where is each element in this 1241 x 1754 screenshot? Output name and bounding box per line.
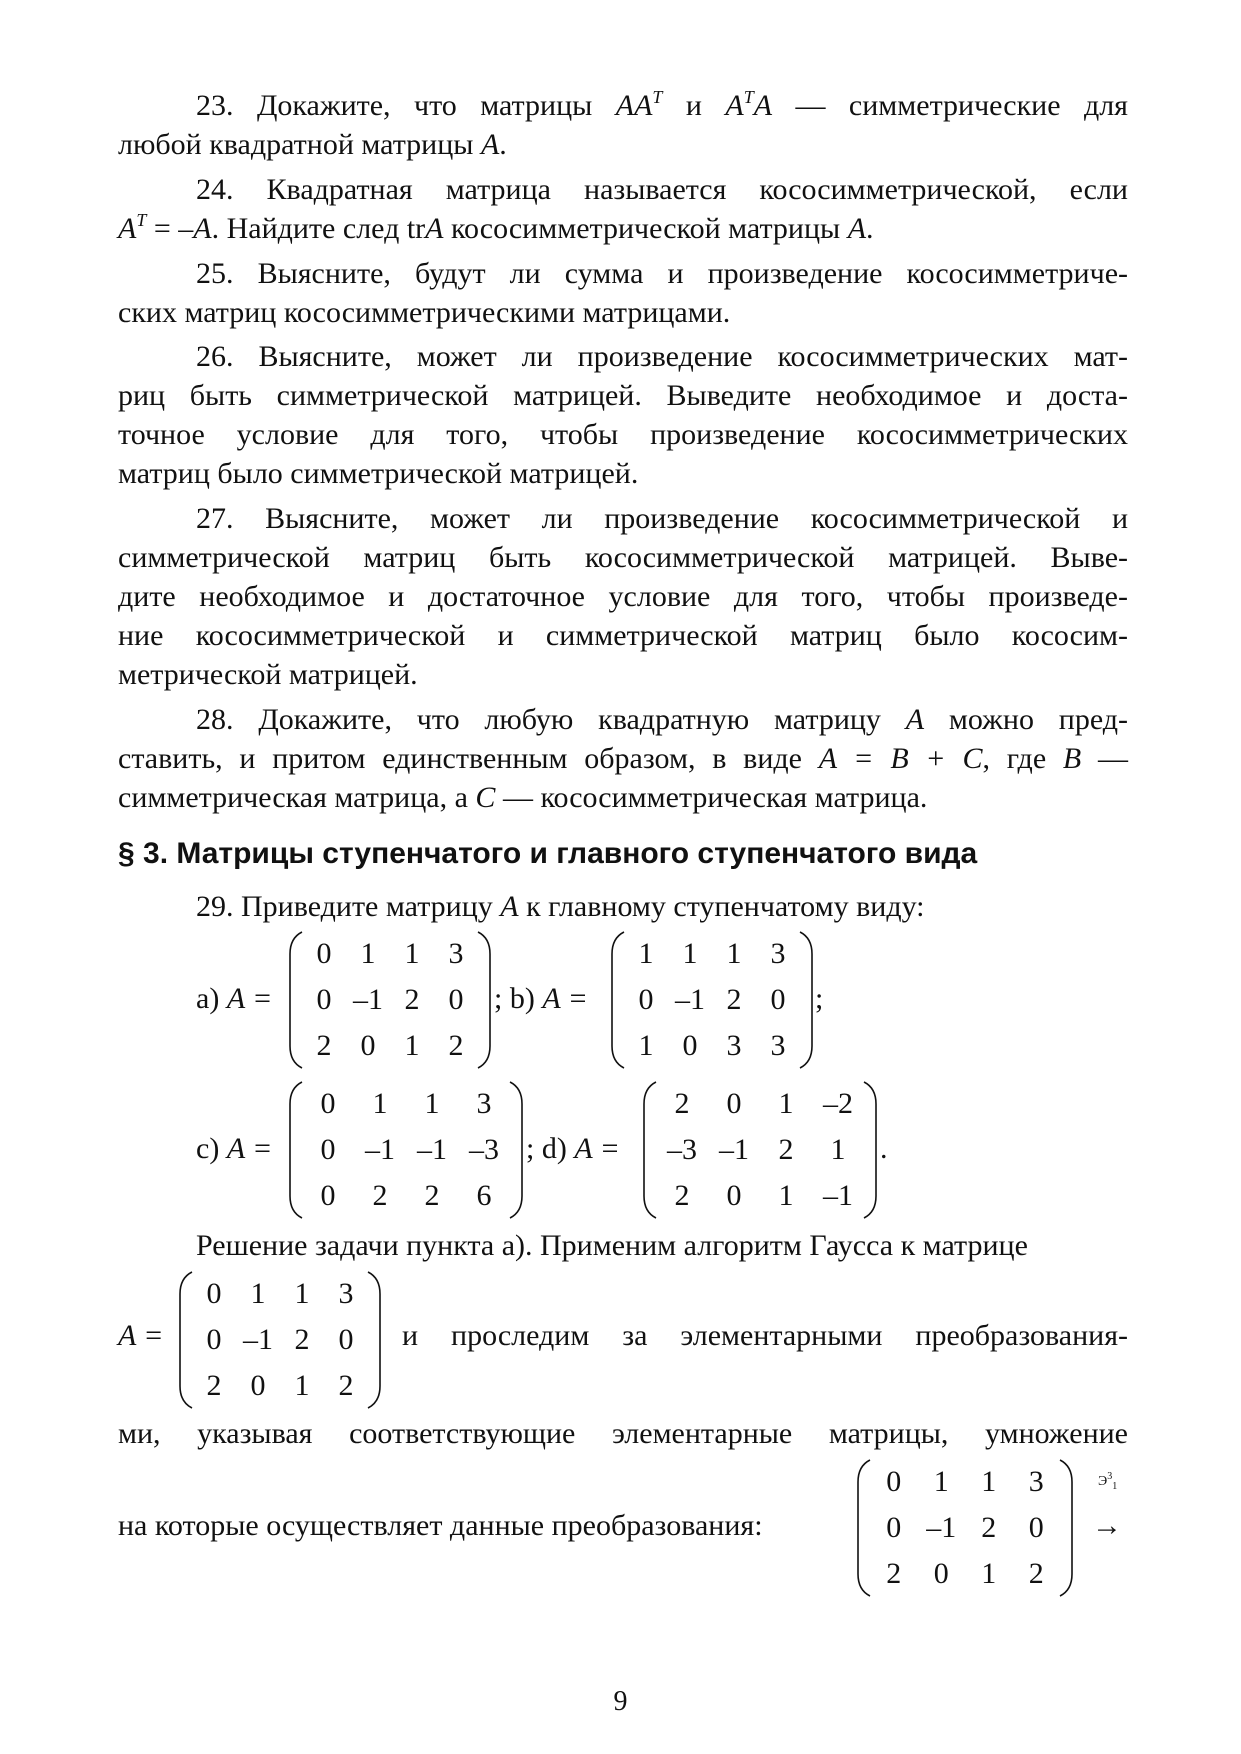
matrix-cell: 0 xyxy=(770,983,786,1016)
matrix-cell: 1 xyxy=(250,1277,266,1310)
matrix-cell: 2 xyxy=(338,1369,354,1402)
matrix-cell: 0 xyxy=(726,1179,742,1212)
right-parenthesis xyxy=(800,932,812,1068)
matrix-cell: 1 xyxy=(294,1369,310,1402)
matrix-cell: 1 xyxy=(360,937,376,970)
matrix-d xyxy=(642,1078,878,1222)
matrix-cell: –1 xyxy=(365,1133,395,1166)
left-parenthesis xyxy=(290,1082,302,1218)
matrix-cell: 0 xyxy=(320,1087,336,1120)
matrix-cell: 1 xyxy=(404,937,420,970)
matrix-cell: 0 xyxy=(320,1179,336,1212)
matrix-cell: –1 xyxy=(675,983,705,1016)
matrix-cell: 1 xyxy=(778,1179,794,1212)
solution-line-2: и проследим за элементарными преобразования- xyxy=(402,1319,1128,1352)
problem-23: 23. Докажите, что матрицы $AA^T$ и $A^TA$ — симметрические для любой квадратной матрицы A. xyxy=(118,87,1128,161)
section-heading: § 3. Матрицы ступенчатого и главного ступенчатого вида xyxy=(118,837,978,870)
matrix-cell: 1 xyxy=(294,1277,310,1310)
matrix-cell: 2 xyxy=(981,1511,997,1544)
matrix-cell: 0 xyxy=(1028,1511,1044,1544)
matrix-cell: 2 xyxy=(674,1087,690,1120)
semicolon-b: ; xyxy=(815,982,824,1015)
matrix-cell: 2 xyxy=(206,1369,222,1402)
label-d: ; d) A = xyxy=(526,1132,620,1165)
label-a: a) A = xyxy=(196,982,273,1015)
right-parenthesis xyxy=(510,1082,522,1218)
matrix-c xyxy=(288,1078,524,1222)
matrix-cell: 2 xyxy=(726,983,742,1016)
matrix-cell: 3 xyxy=(448,937,464,970)
left-parenthesis xyxy=(644,1082,656,1218)
matrix-cell: –1 xyxy=(417,1133,447,1166)
transform-arrow: → xyxy=(1092,1509,1122,1542)
matrix-cell: 0 xyxy=(250,1369,266,1402)
matrix-cell: 1 xyxy=(981,1465,997,1498)
matrix-cell: 2 xyxy=(294,1323,310,1356)
label-c: c) A = xyxy=(196,1132,273,1165)
matrix-cell: 0 xyxy=(360,1029,376,1062)
matrix-cell: 3 xyxy=(476,1087,492,1120)
right-parenthesis xyxy=(478,932,490,1068)
matrix-cell: –2 xyxy=(823,1087,853,1120)
matrix-cell: 2 xyxy=(674,1179,690,1212)
matrix-cell: 1 xyxy=(830,1133,846,1166)
matrix-cell: 1 xyxy=(372,1087,388,1120)
label-b: ; b) A = xyxy=(494,982,588,1015)
matrix-cell: 0 xyxy=(206,1323,222,1356)
matrix-cell: 2 xyxy=(316,1029,332,1062)
matrix-cell: –1 xyxy=(243,1323,273,1356)
matrix-cell: 0 xyxy=(316,983,332,1016)
problem-25: 25. Выясните, будут ли сумма и произведение кососимметриче- ских матриц кососимметрическими матрицами. xyxy=(118,257,1128,329)
matrix-cell: 1 xyxy=(682,937,698,970)
matrix-cell: 1 xyxy=(933,1465,949,1498)
left-parenthesis xyxy=(858,1460,870,1596)
solution-line-3: ми, указывая соответствующие элементарные матрицы, умножение xyxy=(118,1417,1128,1450)
left-parenthesis xyxy=(290,932,302,1068)
matrix-cell: 0 xyxy=(448,983,464,1016)
matrix-cell: 0 xyxy=(886,1465,902,1498)
matrix-cell: 0 xyxy=(886,1511,902,1544)
matrix-transform xyxy=(856,1456,1074,1600)
matrix-cell: –1 xyxy=(823,1179,853,1212)
matrix-cell: 1 xyxy=(778,1087,794,1120)
page-number: 9 xyxy=(613,1686,628,1717)
matrix-cell: 3 xyxy=(338,1277,354,1310)
matrix-cell: 1 xyxy=(638,1029,654,1062)
right-parenthesis xyxy=(864,1082,876,1218)
matrix-b xyxy=(610,928,814,1072)
matrix-cell: 1 xyxy=(981,1557,997,1590)
solution-A-label: A = xyxy=(118,1319,164,1352)
matrix-cell: 1 xyxy=(404,1029,420,1062)
problem-28: 28. Докажите, что любую квадратную матрицу A можно пред- ставить, и притом единственным образом, в виде A = B + C, где B — симметрическая матрица, а C — кососимметрическая матрица. xyxy=(118,703,1129,814)
matrix-cell: 2 xyxy=(372,1179,388,1212)
problem-26: 26. Выясните, может ли произведение кососимметрических мат- риц быть симметрической матрицей. Выведите необходимое и доста- точное условие для того, чтобы произведение кососимметрических матриц было симметрической матрицей. xyxy=(118,340,1128,490)
matrix-cell: 0 xyxy=(338,1323,354,1356)
right-parenthesis xyxy=(368,1272,380,1408)
matrix-cell: 0 xyxy=(933,1557,949,1590)
matrix-cell: 3 xyxy=(770,937,786,970)
problem-24: 24. Квадратная матрица называется кососимметрической, если $A^T = -A$. Найдите след trA кососимметрической матрицы A. xyxy=(118,173,1128,245)
matrix-cell: 2 xyxy=(886,1557,902,1590)
matrix-cell: –1 xyxy=(353,983,383,1016)
problem-29-intro: 29. Приведите матрицу A к главному ступенчатому виду: xyxy=(196,890,925,923)
matrix-cell: –1 xyxy=(719,1133,749,1166)
matrix-cell: 2 xyxy=(778,1133,794,1166)
matrix-cell: 3 xyxy=(726,1029,742,1062)
matrix-a xyxy=(288,928,492,1072)
matrix-cell: 3 xyxy=(770,1029,786,1062)
matrix-cell: 0 xyxy=(316,937,332,970)
matrix-cell: 2 xyxy=(404,983,420,1016)
period-d: . xyxy=(880,1132,888,1165)
matrix-cell: 1 xyxy=(638,937,654,970)
matrix-cell: 0 xyxy=(726,1087,742,1120)
matrix-cell: 0 xyxy=(320,1133,336,1166)
matrix-cell: 0 xyxy=(682,1029,698,1062)
matrix-cell: 6 xyxy=(476,1179,492,1212)
solution-line-4: на которые осуществляет данные преобразования: xyxy=(118,1509,763,1542)
matrix-cell: –1 xyxy=(926,1511,957,1544)
matrix-cell: –3 xyxy=(469,1133,499,1166)
matrix-cell: –3 xyxy=(667,1133,697,1166)
matrix-cell: 1 xyxy=(424,1087,440,1120)
right-parenthesis xyxy=(1060,1460,1072,1596)
matrix-cell: 2 xyxy=(448,1029,464,1062)
matrix-cell: 0 xyxy=(206,1277,222,1310)
matrix-cell: 2 xyxy=(1028,1557,1044,1590)
solution-line-1: Решение задачи пункта а). Применим алгоритм Гаусса к матрице xyxy=(196,1229,1028,1262)
problem-27: 27. Выясните, может ли произведение кососимметрической и симметрической матриц быть кососимметрической матрицей. Выве- дите необходимое и достаточное условие для того, чтобы произведе- ние кососимметрической и симметрической матриц было кососим- метрической матрицей. xyxy=(118,502,1128,691)
transform-arrow-label: $Э^3_1$ xyxy=(1098,1471,1118,1492)
matrix-cell: 0 xyxy=(638,983,654,1016)
matrix-cell: 1 xyxy=(726,937,742,970)
matrix-cell: 3 xyxy=(1028,1465,1044,1498)
left-parenthesis xyxy=(612,932,624,1068)
matrix-solution xyxy=(178,1268,382,1412)
matrix-cell: 2 xyxy=(424,1179,440,1212)
left-parenthesis xyxy=(180,1272,192,1408)
